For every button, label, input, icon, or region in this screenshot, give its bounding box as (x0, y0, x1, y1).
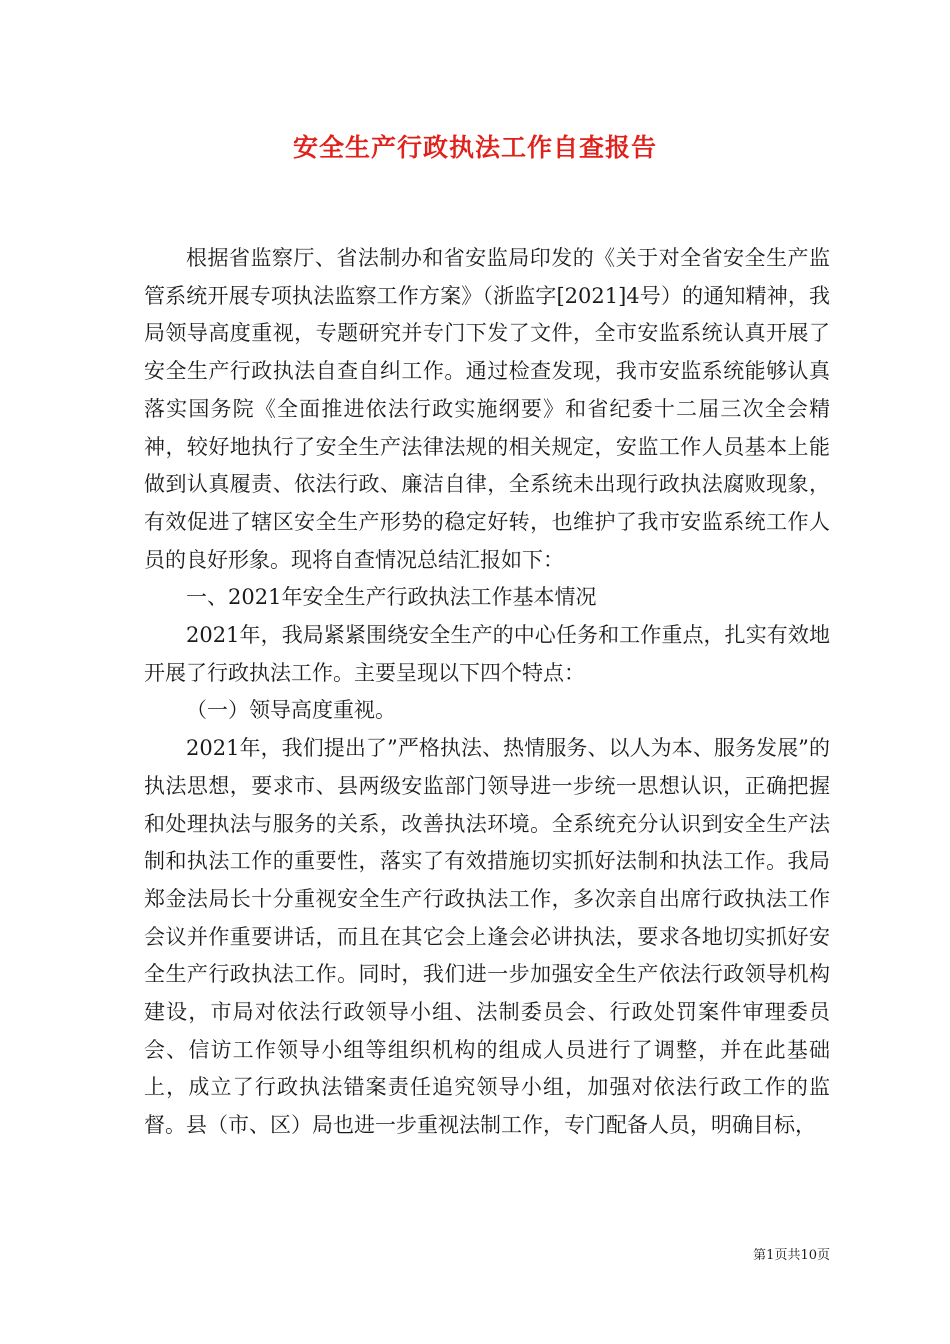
subsection-heading-1: （一）领导高度重视。 (186, 698, 396, 723)
page-number: 第1页共10页 (753, 1248, 830, 1263)
document-body (144, 240, 830, 1145)
document-title: 安全生产行政执法工作自查报告 (292, 133, 657, 162)
paragraph-leadership: 2021年，我们提出了”严格执法、热情服务、以人为本、服务发展”的执法思想，要求市、县两级安监部门领导进一步统一思想认识，正确把握和处理执法与服务的关系，改善执法环境。全系统充分认识到安全生产法制和执法工作的重要性，落实了有效措施切实抓好法制和执法工作。我局郑金法局长十分重视安全生产行政执法工作，多次亲自出席行政执法工作会议并作重要讲话，而且在其它会上逢会必讲执法，要求各地切实抓好安全生产行政执法工作。同时，我们进一步加强安全生产依法行政领导机构建设，市局对依法行政领导小组、法制委员会、行政处罚案件审理委员会、信访工作领导小组等组织机构的组成人员进行了调整，并在此基础上，成立了行政执法错案责任追究领导小组，加强对依法行政工作的监督。县（市、区）局也进一步重视法制工作，专门配备人员，明确目标， (144, 736, 830, 1138)
paragraph-intro: 根据省监察厅、省法制办和省安监局印发的《关于对全省安全生产监管系统开展专项执法监察工作方案》（浙监字[2021]4号）的通知精神，我局领导高度重视，专题研究并专门下发了文件，全市安监系统认真开展了安全生产行政执法自查自纠工作。通过检查发现，我市安监系统能够认真落实国务院《全面推进依法行政实施纲要》和省纪委十二届三次全会精神，较好地执行了安全生产法律法规的相关规定，安监工作人员基本上能做到认真履责、依法行政、廉洁自律，全系统未出现行政执法腐败现象，有效促进了辖区安全生产形势的稳定好转，也维护了我市安监系统工作人员的良好形象。现将自查情况总结汇报如下： (144, 246, 830, 572)
paragraph-overview: 2021年，我局紧紧围绕安全生产的中心任务和工作重点，扎实有效地开展了行政执法工作。主要呈现以下四个特点： (144, 623, 830, 685)
section-heading-1: 一、2021年安全生产行政执法工作基本情况 (186, 585, 597, 610)
